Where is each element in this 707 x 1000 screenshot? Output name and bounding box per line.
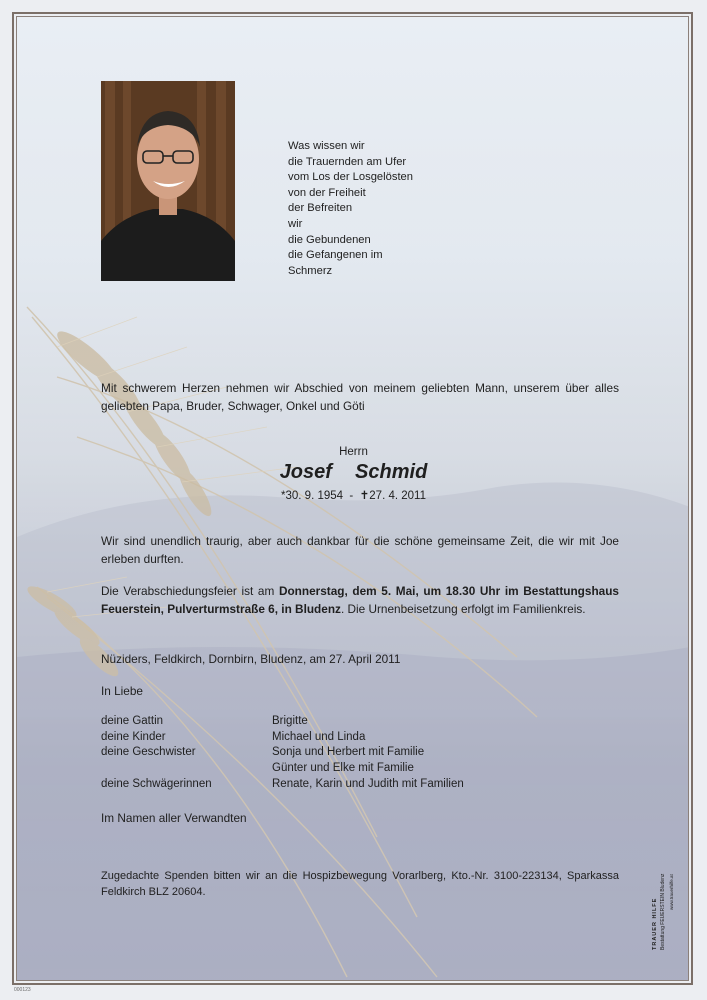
poem-line: wir (288, 217, 303, 230)
mourner-row (101, 777, 464, 793)
mourner-row (101, 745, 464, 761)
salutation: Herrn (339, 446, 368, 458)
poem-line: der Befreiten (288, 202, 353, 215)
place-date: Nüziders, Feldkirch, Dornbirn, Bludenz, am 27. April 2011 (101, 652, 401, 666)
mourners-list (101, 714, 464, 793)
poem (288, 139, 413, 279)
mourner-names: Renate, Karin und Judith mit Familien (272, 777, 464, 790)
poem-line: Was wissen wir (288, 140, 365, 152)
poem-line: von der Freiheit (288, 186, 366, 199)
ceremony-details: Donnerstag, dem 5. Mai, um 18.30 Uhr im Bestattungshaus Feuerstein, Pulverturmstraße 6, in Bludenz (101, 584, 619, 616)
portrait-photo (101, 81, 235, 281)
ceremony-prefix: Die Verabschiedungsfeier ist am (101, 584, 279, 598)
in-love: In Liebe (101, 684, 143, 698)
mourner-relation: deine Schwägerinnen (101, 777, 212, 790)
ceremony-text (101, 583, 619, 618)
poem-line: die Gebundenen (288, 233, 371, 246)
mourner-row (101, 761, 464, 777)
mourner-names: Günter und Elke mit Familie (272, 762, 414, 775)
poem-line: die Gefangenen im (288, 249, 383, 262)
life-dates: *30. 9. 1954 - ✝27. 4. 2011 (281, 490, 426, 502)
mourner-names: Sonja und Herbert mit Familie (272, 746, 425, 759)
ceremony-suffix: . Die Urnenbeisetzung erfolgt im Familienkreis. (340, 601, 586, 616)
deceased-name: Josef Schmid (279, 461, 428, 483)
gratitude-text: Wir sind unendlich traurig, aber auch dankbar für die schöne gemeinsame Zeit, die wir mit Joe erleben durften. (101, 534, 619, 566)
print-code: 000123 (14, 987, 31, 993)
mourner-row (101, 730, 464, 746)
mourner-row (101, 714, 464, 730)
mourner-relation: deine Geschwister (101, 746, 196, 759)
mourner-names: Brigitte (272, 715, 308, 727)
donation-note: Zugedachte Spenden bitten wir an die Hospizbewegung Vorarlberg, Kto.-Nr. 3100-223134, Sparkassa Feldkirch BLZ 20604. (101, 870, 619, 898)
mourner-relation: deine Kinder (101, 730, 166, 743)
imprint-line2: Bestattung FEUERSTEIN Bludenz (660, 873, 666, 950)
relatives-signature: Im Namen aller Verwandten (101, 811, 247, 825)
imprint-line3: www.trauerhilfe.at (669, 874, 674, 910)
funeral-home-imprint (648, 848, 678, 952)
poem-line: die Trauernden am Ufer (288, 155, 407, 168)
mourner-relation (101, 761, 272, 777)
poem-line: Schmerz (288, 264, 333, 277)
poem-line: vom Los der Losgelösten (288, 171, 414, 184)
intro-text: Mit schwerem Herzen nehmen wir Abschied von meinem geliebten Mann, unserem über alles geliebten Papa, Bruder, Schwager, Onkel und Göti (101, 381, 619, 413)
mourner-relation: deine Gattin (101, 715, 164, 727)
mourner-names: Michael und Linda (272, 730, 366, 743)
imprint-line1: TRAUER HILFE (652, 897, 658, 950)
